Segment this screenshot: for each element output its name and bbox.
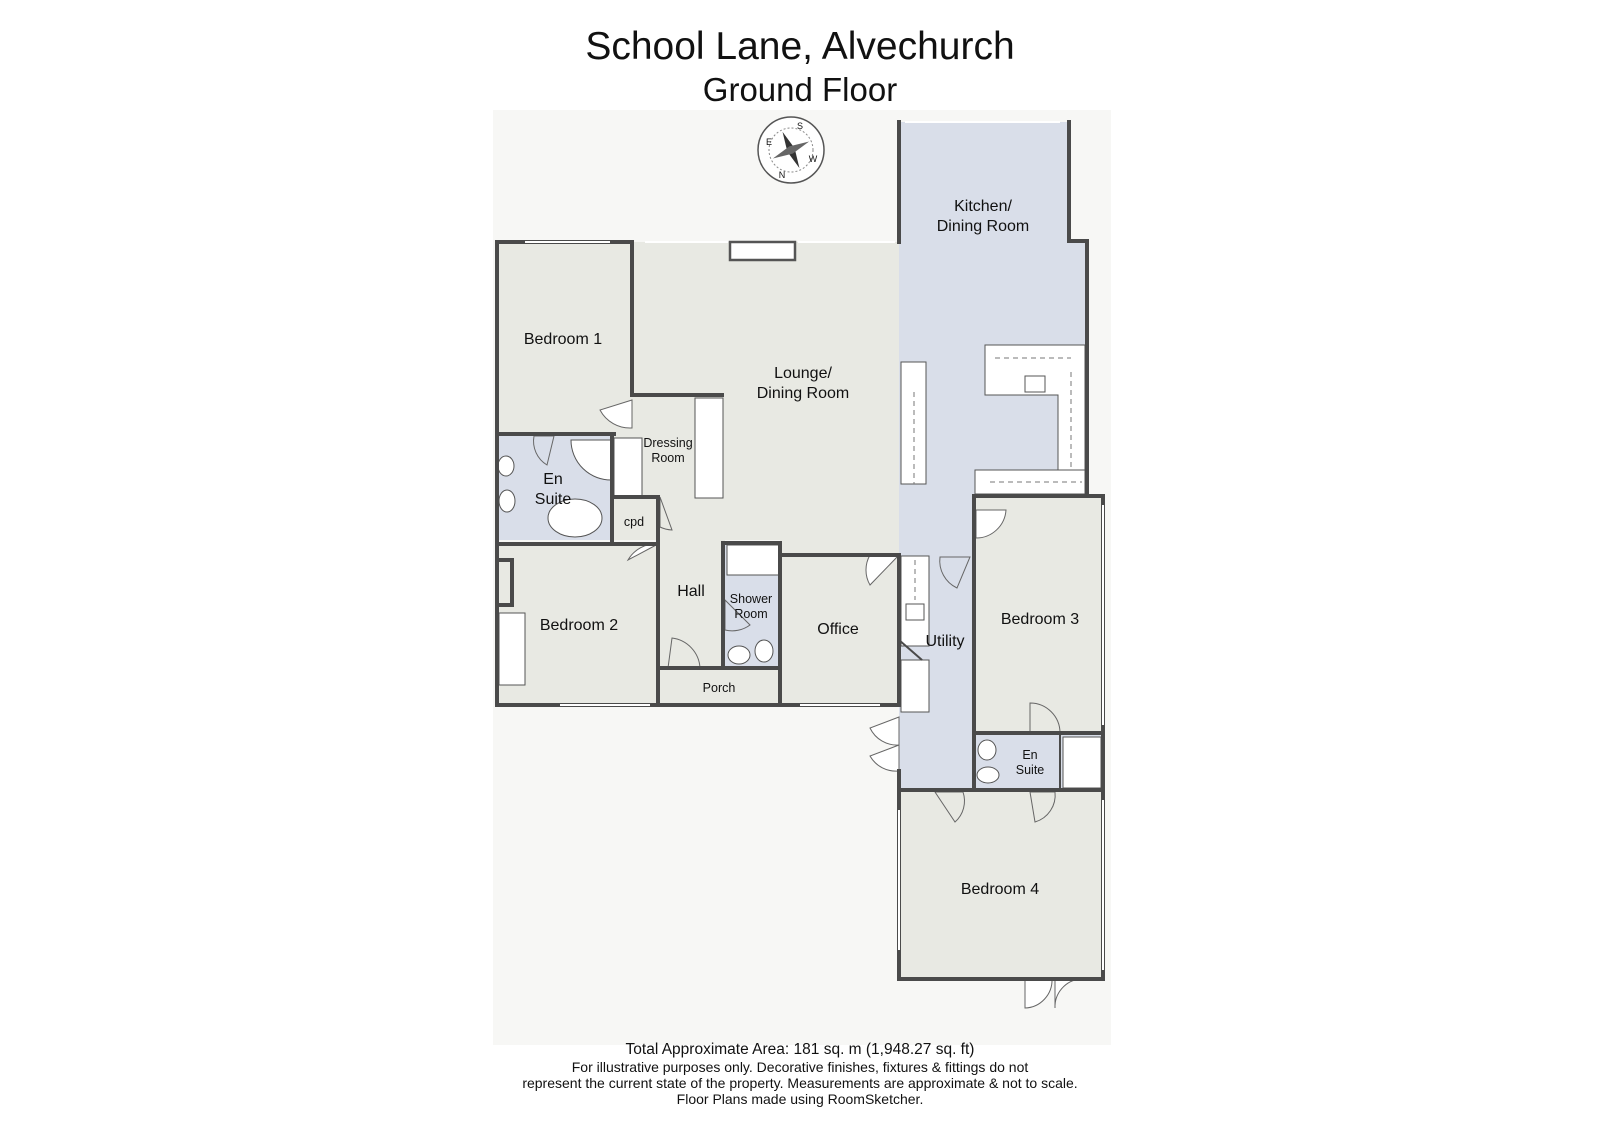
toilet-3 <box>977 767 999 783</box>
floor-name: Ground Floor <box>702 71 898 108</box>
utility-appliance <box>901 660 929 712</box>
kitchen-label-line1: Kitchen/ <box>954 198 1012 215</box>
office-label: Office <box>817 621 859 638</box>
kitchen-label-line2: Dining Room <box>936 218 1030 235</box>
plan-title: School Lane, Alvechurch <box>585 25 1015 68</box>
footer <box>0 1040 1600 1107</box>
compass-rose <box>758 117 824 183</box>
lounge-cabinet <box>695 398 723 498</box>
cpd-label: cpd <box>623 515 645 529</box>
disclaimer-line-2: represent the current state of the property. Measurements are approximate & not to scale. <box>522 1075 1078 1091</box>
basin-3 <box>978 740 996 760</box>
en-suite-1-label-line1: En <box>543 471 563 488</box>
hall-label: Hall <box>677 583 705 600</box>
bedroom-4-label: Bedroom 4 <box>960 881 1040 898</box>
disclaimer-line-3: Floor Plans made using RoomSketcher. <box>676 1091 924 1107</box>
ensuite-2-shower <box>1063 737 1101 788</box>
compass-letter-e: E <box>765 137 773 147</box>
lounge-label-line1: Lounge/ <box>774 365 832 382</box>
bedroom-1-label: Bedroom 1 <box>523 331 603 348</box>
shower-tray <box>727 545 779 575</box>
bedroom-3-label: Bedroom 3 <box>1000 611 1080 628</box>
dressing-label-line2: Room <box>651 451 685 465</box>
kitchen-sink <box>1025 376 1045 392</box>
fireplace <box>730 242 795 260</box>
lounge-label-line2: Dining Room <box>756 385 850 402</box>
basin-2 <box>728 646 750 664</box>
utility-sink <box>906 604 924 620</box>
en-suite-2-label-line2: Suite <box>1015 763 1045 777</box>
utility-label: Utility <box>925 633 965 650</box>
shower-label-line2: Room <box>734 607 768 621</box>
bedroom-2-label: Bedroom 2 <box>539 617 619 634</box>
shower-label-line1: Shower <box>729 592 773 606</box>
compass-letter-n: N <box>778 170 786 180</box>
dressing-wardrobe <box>614 438 642 496</box>
compass-letter-w: W <box>808 154 818 164</box>
toilet-1 <box>498 456 514 476</box>
en-suite-1-label-line2: Suite <box>534 491 572 508</box>
basin-1 <box>499 490 515 512</box>
toilet-2 <box>755 640 773 662</box>
porch-label: Porch <box>702 681 736 695</box>
en-suite-2-label-line1: En <box>1022 748 1038 762</box>
disclaimer-line-1: For illustrative purposes only. Decorative finishes, fixtures & fittings do not <box>571 1059 1029 1075</box>
compass-letter-s: S <box>796 121 804 131</box>
total-area: Total Approximate Area: 181 sq. m (1,948.27 sq. ft) <box>625 1041 975 1058</box>
bedroom-2-wardrobe <box>499 613 525 685</box>
dressing-label-line1: Dressing <box>643 436 693 450</box>
